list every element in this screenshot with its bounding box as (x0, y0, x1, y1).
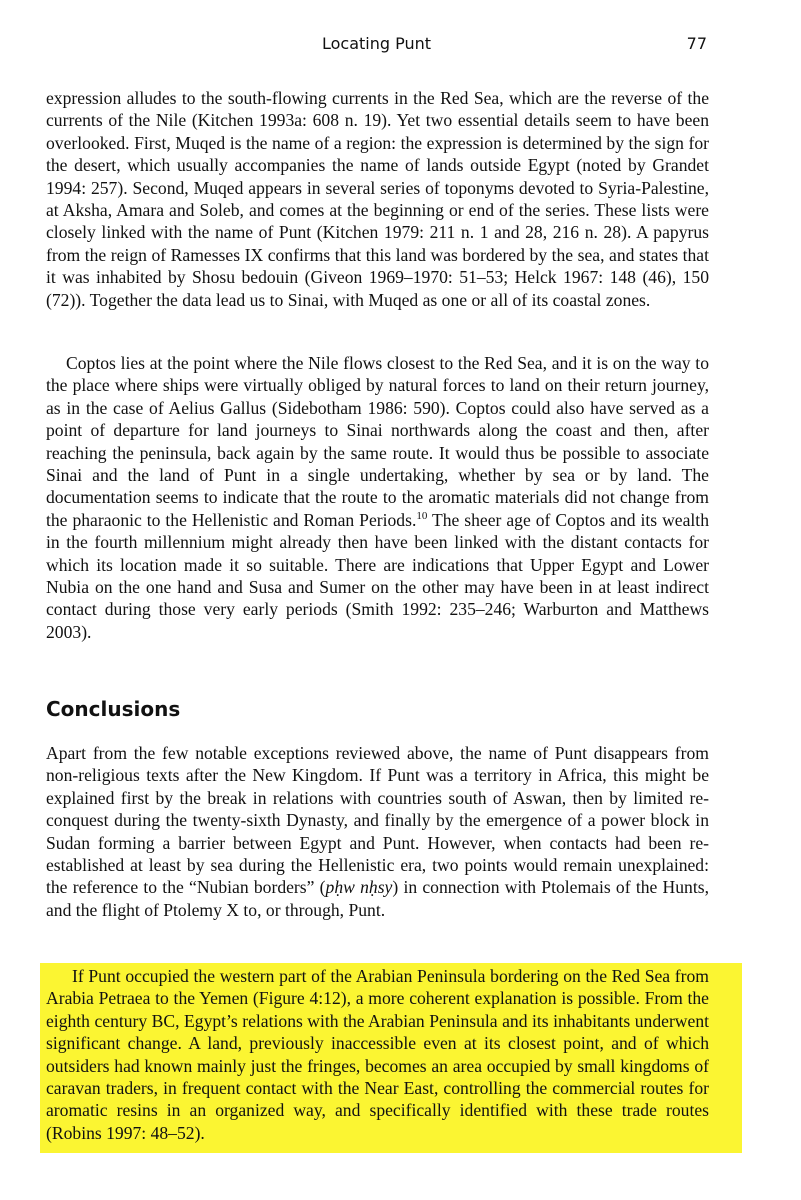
paragraph-muqed (46, 87, 709, 311)
paragraph-highlighted-arabia[interactable] (46, 965, 709, 1144)
paragraph-text-part: Apart from the few notable exceptions reviewed above, the name of Punt disappears from non-religious texts after the New Kingdom. If Punt was a territory in Africa, this might be explained first by the break in relations with countries south of Aswan, then by limited re-conquest during the twenty-sixth Dynasty, and finally by the emergence of a power block in Sudan forming a barrier between Egypt and Punt. However, when contacts had been re-established at least by sea during the Hellenistic era, two points would remain unexplained: the reference to the “Nubian borders” ( (46, 743, 709, 898)
paragraph-text-part: ) in connection with Ptolemais of the Hunts, and the flight of Ptolemy X to, or through, Punt. (46, 877, 709, 920)
paragraph-conclusions-intro (46, 742, 709, 921)
section-heading-conclusions: Conclusions (46, 697, 181, 721)
highlighted-text: If Punt occupied the western part of the Arabian Peninsula bordering on the Red Sea from Arabia Petraea to the Yemen (Figure 4:12), a more coherent explanation is possible. From the eighth century BC, Egypt’s relations with the Arabian Peninsula and its inhabitants underwent significant change. A land, previously inaccessible even at its closest point, and of which outsiders had known mainly just the fringes, becomes an area occupied by small kingdoms of caravan traders, in frequent contact with the Near East, controlling the commercial routes for aromatic resins in an organized way, and specifically identified with these trade routes (Robins 1997: 48–52). (46, 966, 709, 1143)
running-head (46, 34, 707, 58)
paragraph-text: expression alludes to the south-flowing currents in the Red Sea, which are the reverse of the currents of the Nile (Kitchen 1993a: 608 n. 19). Yet two essential details seem to have been overlooked. First, Muqed is the name of a region: the expression is determined by the sign for the desert, which usually accompanies the name of lands outside Egypt (noted by Grandet 1994: 257). Second, Muqed appears in several series of toponyms devoted to Syria-Palestine, at Aksha, Amara and Soleb, and comes at the beginning or end of the series. These lists were closely linked with the name of Punt (Kitchen 1979: 211 n. 1 and 28, 216 n. 28). A papyrus from the reign of Ramesses IX confirms that this land was bordered by the sea, and states that it was inhabited by Shosu bedouin (Giveon 1969–1970: 51–53; Helck 1967: 148 (46), 150 (72)). Together the data lead us to Sinai, with Muqed as one or all of its coastal zones. (46, 88, 709, 310)
paragraph-text-part: The sheer age of Coptos and its wealth in the fourth millennium might already then have been linked with the distant contacts for which its location made it so suitable. There are indications that Upper Egypt and Lower Nubia on the one hand and Susa and Sumer on the other may have been in at least indirect contact during those very early periods (Smith 1992: 235–246; Warburton and Matthews 2003). (46, 509, 709, 642)
paragraph-text (46, 742, 709, 921)
footnote-reference[interactable]: 10 (416, 509, 428, 522)
running-head-title: Locating Punt (321, 34, 432, 53)
page-number: 77 (686, 34, 707, 53)
transliteration: pḥw nḥsy (325, 877, 393, 898)
paragraph-text-part: Coptos lies at the point where the Nile flows closest to the Red Sea, and it is on the way to the place where ships were virtually obliged by natural forces to land on their return journey, as in the case of Aelius Gallus (Sidebotham 1986: 590). Coptos could also have served as a point of departure for land journeys to Sinai northwards along the coast and then, after reaching the peninsula, back again by the same route. It would thus be possible to associate Sinai and the land of Punt in a single undertaking, whether by sea or by land. The documentation seems to indicate that the route to the aromatic materials did not change from the pharaonic to the Hellenistic and Roman Periods. (46, 353, 709, 530)
paragraph-coptos (46, 352, 709, 643)
paragraph-text (46, 352, 709, 643)
